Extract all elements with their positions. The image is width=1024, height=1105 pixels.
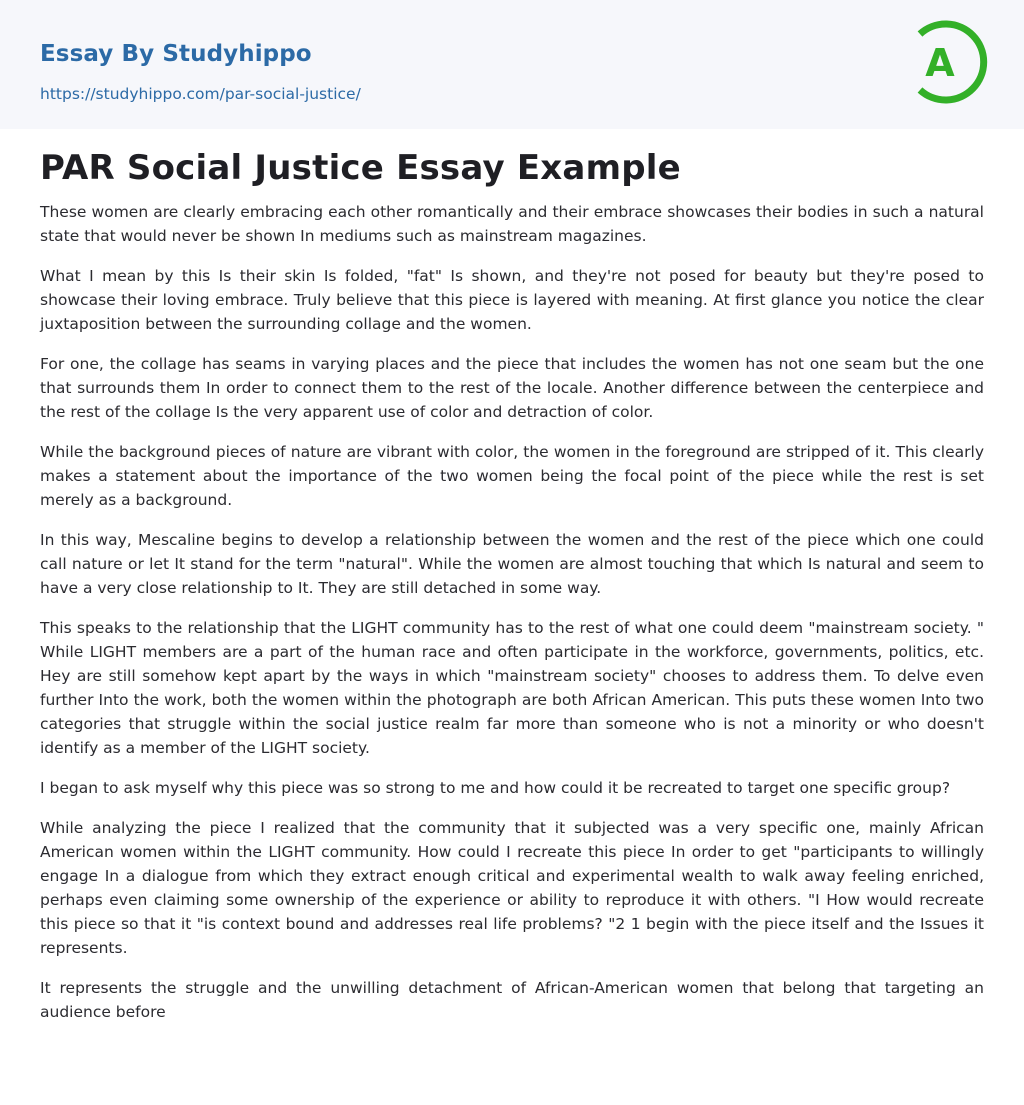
essay-paragraph: It represents the struggle and the unwilling detachment of African-American women that belong that targeting an audience before <box>40 979 984 1021</box>
essay-paragraph: These women are clearly embracing each other romantically and their embrace showcases their bodies in such a natural state that would never be shown In mediums such as mainstream magazines. <box>40 203 984 245</box>
essay-body <box>40 200 984 1040</box>
logo-letter: A <box>925 41 955 85</box>
essay-paragraph: What I mean by this Is their skin Is folded, "fat" Is shown, and they're not posed for beauty but they're posed to showcase their loving embrace. Truly believe that this piece is layered with meaning. At first glance you notice the clear juxtaposition between the surrounding collage and the women. <box>40 267 984 333</box>
brand-name[interactable]: Essay By Studyhippo <box>40 41 312 67</box>
essay-paragraph: I began to ask myself why this piece was so strong to me and how could it be recreated to target one specific group? <box>40 779 951 797</box>
page-title: PAR Social Justice Essay Example <box>40 148 681 188</box>
essay-paragraph: While the background pieces of nature are vibrant with color, the women in the foreground are stripped of it. This clearly makes a statement about the importance of the two women being the focal point of the piece while the rest is set merely as a background. <box>40 443 984 509</box>
logo-icon[interactable] <box>912 18 988 106</box>
essay-paragraph: In this way, Mescaline begins to develop a relationship between the women and the rest of the piece which one could call nature or let It stand for the term "natural". While the women are almost touching that which Is natural and seem to have a very close relationship to It. They are still detached in some way. <box>40 531 984 597</box>
source-url-link[interactable]: https://studyhippo.com/par-social-justice/ <box>40 85 361 103</box>
essay-paragraph: For one, the collage has seams in varying places and the piece that includes the women has not one seam but the one that surrounds them In order to connect them to the rest of the locale. Another difference between the centerpiece and the rest of the collage Is the very apparent use of color and detraction of color. <box>40 355 984 421</box>
essay-paragraph: This speaks to the relationship that the LIGHT community has to the rest of what one could deem "mainstream society. " While LIGHT members are a part of the human race and often participate in the workforce, governments, politics, etc. Hey are still somehow kept apart by the ways in which "mainstream society" chooses to address them. To delve even further Into the work, both the women within the photograph are both African American. This puts these women Into two categories that struggle within the social justice realm far more than someone who is not a minority or who doesn't identify as a member of the LIGHT society. <box>40 619 984 757</box>
essay-paragraph: While analyzing the piece I realized that the community that it subjected was a very specific one, mainly African American women within the LIGHT community. How could I recreate this piece In order to get "participants to willingly engage In a dialogue from which they extract enough critical and experimental wealth to walk away feeling enriched, perhaps even claiming some ownership of the experience or ability to reproduce it with others. "I How would recreate this piece so that it "is context bound and addresses real life problems? "2 1 begin with the piece itself and the Issues it represents. <box>40 819 984 957</box>
